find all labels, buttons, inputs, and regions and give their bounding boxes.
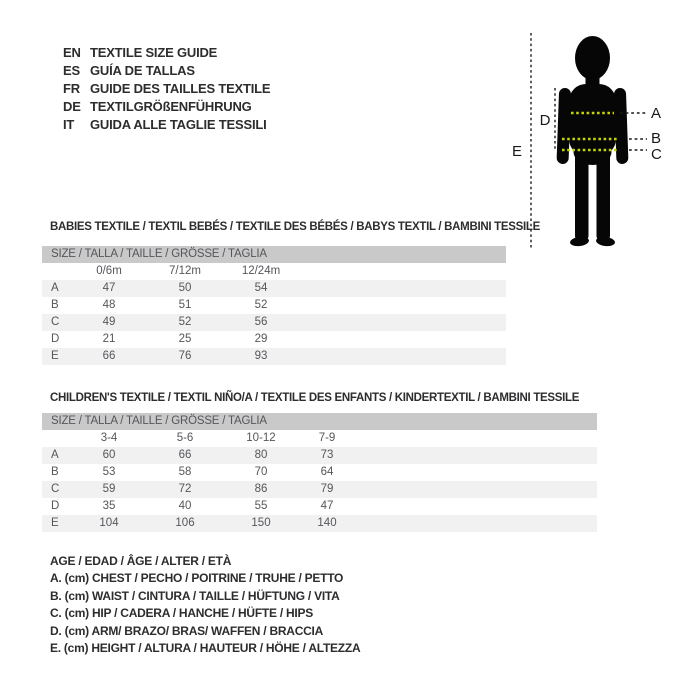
children-size-table [42, 413, 597, 532]
cell: 52 [178, 316, 192, 328]
language-title: TEXTILE SIZE GUIDE [90, 45, 218, 60]
babies-size-table [42, 246, 506, 365]
column-header-empty [42, 430, 71, 447]
column-header: 7/12m [169, 265, 201, 277]
table-row [42, 464, 597, 481]
cell: 106 [175, 517, 195, 529]
silhouette-right-arm [614, 88, 629, 164]
child-silhouette [556, 36, 628, 247]
table-row [42, 280, 506, 297]
cell: 29 [254, 333, 268, 345]
cell: 49 [102, 316, 116, 328]
language-row-it [63, 116, 270, 134]
cell: 70 [254, 466, 268, 478]
cell: 76 [178, 350, 192, 362]
measure-label-c: C [651, 146, 662, 163]
children-column-header-row [42, 430, 597, 447]
measure-label-b: B [651, 130, 662, 147]
cell: 56 [254, 316, 268, 328]
cell: 93 [254, 350, 268, 362]
column-header-empty [42, 263, 71, 280]
language-row-es [63, 62, 270, 80]
cell: 79 [320, 483, 334, 495]
cell: 55 [254, 500, 268, 512]
cell: 58 [178, 466, 192, 478]
table-row [42, 515, 597, 532]
cell: 35 [102, 500, 116, 512]
cell: 48 [102, 299, 116, 311]
row-label: D [51, 333, 60, 345]
language-code: ES [63, 63, 80, 78]
child-silhouette-diagram [495, 26, 680, 254]
babies-column-header-row [42, 263, 506, 280]
column-header: 12/24m [241, 265, 281, 277]
table-row [42, 297, 506, 314]
cell: 66 [178, 449, 192, 461]
cell: 59 [102, 483, 116, 495]
cell: 150 [251, 517, 271, 529]
legend-age-line: AGE / EDAD / ÂGE / ALTER / ETÀ [50, 554, 232, 568]
row-label: B [51, 466, 59, 478]
table-row [42, 498, 597, 515]
row-label: A [51, 282, 59, 294]
row-label: E [51, 350, 59, 362]
column-header: 3-4 [100, 432, 118, 444]
cell: 53 [102, 466, 116, 478]
cell: 80 [254, 449, 268, 461]
language-title: TEXTILGRÖßENFÜHRUNG [90, 99, 252, 114]
measurement-diagram [495, 26, 680, 254]
measure-label-e: E [511, 143, 523, 160]
children-size-header-bar: SIZE / TALLA / TAILLE / GRÖSSE / TAGLIA [42, 413, 597, 430]
cell: 40 [178, 500, 192, 512]
row-label: E [51, 517, 59, 529]
silhouette-left-leg [575, 144, 589, 242]
cell: 64 [320, 466, 334, 478]
row-label: C [51, 483, 60, 495]
language-code: IT [63, 117, 75, 132]
cell: 51 [178, 299, 192, 311]
silhouette-left-arm [556, 88, 571, 164]
cell: 47 [102, 282, 116, 294]
cell: 66 [102, 350, 116, 362]
cell: 73 [320, 449, 334, 461]
cell: 54 [254, 282, 268, 294]
table-row [42, 331, 506, 348]
language-code: FR [63, 81, 80, 96]
language-title: GUIDE DES TAILLES TEXTILE [90, 81, 271, 96]
language-code: DE [63, 99, 81, 114]
silhouette-right-leg [597, 144, 611, 242]
language-title: GUIDA ALLE TAGLIE TESSILI [90, 117, 267, 132]
babies-size-header-bar: SIZE / TALLA / TAILLE / GRÖSSE / TAGLIA [42, 246, 506, 263]
language-row-fr [63, 80, 270, 98]
cell: 140 [317, 517, 337, 529]
cell: 50 [178, 282, 192, 294]
language-row-en [63, 44, 270, 62]
column-header: 0/6m [96, 265, 122, 277]
cell: 52 [254, 299, 268, 311]
cell: 21 [102, 333, 116, 345]
measure-label-d: D [539, 112, 551, 129]
row-label: D [51, 500, 60, 512]
cell: 104 [99, 517, 119, 529]
legend-item-waist: B. (cm) WAIST / CINTURA / TAILLE / HÜFTUNG / VITA [50, 588, 340, 603]
measure-label-a: A [651, 105, 662, 122]
table-row [42, 481, 597, 498]
row-label: C [51, 316, 60, 328]
language-title: GUÍA DE TALLAS [90, 63, 195, 78]
legend-item-height: E. (cm) HEIGHT / ALTURA / HAUTEUR / HÖHE / ALTEZZA [50, 640, 361, 655]
legend-item-arm: D. (cm) ARM/ BRAZO/ BRAS/ WAFFEN / BRACCIA [50, 623, 324, 638]
language-list [63, 44, 270, 134]
column-header: 10-12 [246, 432, 276, 444]
table-row [42, 447, 597, 464]
legend-item-hip: C. (cm) HIP / CADERA / HANCHE / HÜFTE / HIPS [50, 606, 314, 621]
column-header: 7-9 [318, 432, 336, 444]
children-section-title: CHILDREN'S TEXTILE / TEXTIL NIÑO/A / TEXTILE DES ENFANTS / KINDERTEXTIL / BAMBINI TESSILE [50, 392, 580, 404]
legend-item-chest: A. (cm) CHEST / PECHO / POITRINE / TRUHE / PETTO [50, 571, 344, 586]
language-code: EN [63, 45, 81, 60]
measurement-legend [50, 553, 360, 657]
table-row [42, 348, 506, 365]
cell: 72 [178, 483, 192, 495]
row-label: A [51, 449, 59, 461]
cell: 47 [320, 500, 334, 512]
cell: 86 [254, 483, 268, 495]
language-row-de [63, 98, 270, 116]
column-header: 5-6 [176, 432, 194, 444]
cell: 60 [102, 449, 116, 461]
row-label: B [51, 299, 59, 311]
babies-section-title: BABIES TEXTILE / TEXTIL BEBÉS / TEXTILE DES BÉBÉS / BABYS TEXTIL / BAMBINI TESSILE [50, 221, 540, 233]
cell: 25 [178, 333, 192, 345]
table-row [42, 314, 506, 331]
